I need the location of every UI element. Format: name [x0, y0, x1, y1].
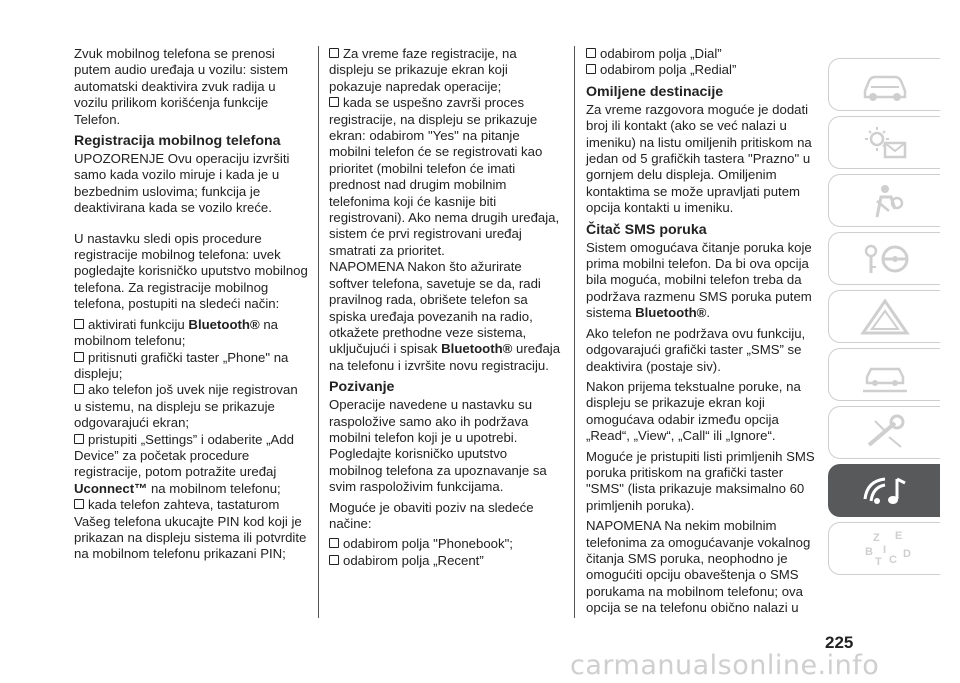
- tab-dashboard-lights[interactable]: [828, 116, 940, 169]
- tab-multimedia[interactable]: [828, 464, 940, 517]
- page-number: 225: [825, 633, 854, 652]
- list-item: odabirom polja "Phonebook";: [329, 536, 563, 552]
- multimedia-music-icon: [855, 469, 915, 513]
- calling-paragraph: Operacije navedene u nastavku su raspoložive samo ako ih podržava mobilni telefon koji je u upotrebi. Pogledajte korisničko uputstvo mobilnog telefona za upoznavanje sa svim raspoloživim funkcijama.: [329, 397, 547, 495]
- checkbox-bullet-icon: [74, 319, 84, 329]
- heading-calling: Pozivanje: [329, 379, 395, 396]
- airbag-seat-icon: [855, 179, 915, 223]
- svg-text:T: T: [874, 555, 882, 568]
- svg-text:B: B: [864, 545, 873, 558]
- list-item: odabirom polja „Dial”: [586, 46, 820, 62]
- checkbox-bullet-icon: [74, 499, 84, 509]
- list-item: kada se uspešno završi proces registracije, na displeju se prikazuje ekran: odabirom "Yes" na pitanje mobilni telefon će se registrovati kao prioritet (mobilni telefon će imati prednost nad drugim mobilnim telefonima koji će kasnije biti registrovani). Ako nema drugih uređaja, sistem će prvi registrovani uređaj smatrati za prioritet.: [329, 95, 560, 258]
- checkbox-bullet-icon: [586, 48, 596, 58]
- list-item: aktivirati funkciju Bluetooth® na mobilnom telefonu;: [74, 316, 279, 349]
- chapter-tabs: [828, 58, 940, 580]
- column-divider-1: [318, 46, 319, 618]
- checkbox-bullet-icon: [329, 538, 339, 548]
- checkbox-bullet-icon: [74, 352, 84, 362]
- tab-index[interactable]: [828, 522, 940, 575]
- svg-text:Z: Z: [872, 531, 880, 544]
- tab-emergency[interactable]: [828, 290, 940, 343]
- tab-driving[interactable]: [828, 232, 940, 285]
- svg-text:E: E: [894, 529, 902, 542]
- note-paragraph: NAPOMENA Nakon što ažurirate softver telefona, savetuje se da, radi pravilnog rada, obrišete telefon sa spiska uređaja povezanih na radio, otkažete prethodne veze sistema, uključujući i spisak Bluetooth® uređaja na telefonu i izvršite novu registraciju.: [329, 259, 561, 373]
- sms-receive-paragraph: Nakon prijema tekstualne poruke, na displeju se prikazuje ekran koji omogućava odabir između opcija „Read“, „View“, „Call“ ili „Ignore“.: [586, 378, 801, 444]
- sms-paragraph: Sistem omogućava čitanje poruka koje prima mobilni telefon. Da bi ova opcija bila moguća, mobilni telefon treba da podržava razmenu SMS poruka putem sistema Bluetooth®.: [586, 239, 812, 321]
- sms-unsupported-paragraph: Ako telefon ne podržava ovu funkciju, odgovarajući grafički taster „SMS” se deaktivira (postaje siv).: [586, 325, 806, 374]
- list-item: ako telefon još uvek nije registrovan u sistemu, na displeju se prikazuje odgovarajući ekran;: [74, 382, 298, 431]
- tab-specs[interactable]: [828, 406, 940, 459]
- warning-paragraph: UPOZORENJE Ovu operaciju izvršiti samo kada vozilo miruje i kada je u bezbednim uslovima; funkcija je deaktivirana kada se vozilo kreće.: [74, 151, 290, 216]
- heading-favorites: Omiljene destinacije: [586, 83, 724, 100]
- checkbox-bullet-icon: [74, 384, 84, 394]
- lift-car-icon: [855, 353, 915, 397]
- calling-methods-paragraph: Moguće je obaviti poziv na sledeće načine:: [329, 499, 534, 531]
- checkbox-bullet-icon: [329, 97, 339, 107]
- list-item: Za vreme faze registracije, na displeju se prikazuje ekran koji pokazuje napredak operacije;: [329, 46, 517, 94]
- tab-maintenance[interactable]: [828, 348, 940, 401]
- favorites-paragraph: Za vreme razgovora moguće je dodati broj ili kontakt (ako se već nalazi u imeniku) na listu omiljenih pritiskom na jedan od 5 grafičkih tastera "Prazno" u gornjem delu displeja. Omiljenim kontaktima se može upravljati putem opcija kontakti u imeniku.: [586, 101, 812, 216]
- list-item: odabirom polja „Recent”: [329, 553, 563, 569]
- svg-text:I: I: [882, 543, 886, 556]
- sun-envelope-icon: [855, 121, 915, 165]
- list-item: pristupiti „Settings” i odaberite „Add Device” za početak procedure registracije, potom potražite uređaj Uconnect™ na mobilnom telefonu;: [74, 431, 294, 496]
- checkbox-bullet-icon: [586, 64, 596, 74]
- column-3: [586, 46, 820, 621]
- heading-registration: Registracija mobilnog telefona: [74, 133, 281, 150]
- key-steering-wheel-icon: [855, 237, 915, 281]
- checkbox-bullet-icon: [74, 434, 84, 444]
- column-divider-2: [574, 46, 575, 618]
- sms-list-paragraph: Moguće je pristupiti listi primljenih SMS poruka pritiskom na grafički taster "SMS" (lista prikazuje maksimalno 60 primljenih poruka).: [586, 448, 815, 513]
- checkbox-bullet-icon: [329, 48, 339, 58]
- svg-text:C: C: [888, 553, 897, 566]
- svg-text:D: D: [902, 547, 911, 560]
- procedure-paragraph: U nastavku sledi opis procedure registracije mobilnog telefona: uvek pogledajte korisničko uputstvo mobilnog telefona. Za registracije mobilnog telefona, postupiti na sledeći način:: [74, 230, 308, 312]
- tab-vehicle[interactable]: [828, 58, 940, 111]
- list-item: kada telefon zahteva, tastaturom Vašeg telefona ukucajte PIN kod koji je prikazan na displeju sistema ili potvrdite na mobilnom telefonu prikazani PIN;: [74, 497, 307, 562]
- sms-note-paragraph: NAPOMENA Na nekim mobilnim telefonima za omogućavanje vokalnog čitanja SMS poruka, neophodno je omogućiti opciju obaveštenja o SMS porukama na mobilnom telefonu; ova opcija se na telefonu obično nalazi u: [586, 518, 811, 616]
- wrench-icon: [855, 411, 915, 455]
- column-1: [74, 46, 308, 563]
- list-item: odabirom polja „Redial”: [586, 62, 820, 78]
- heading-sms-reader: Čitač SMS poruka: [586, 221, 707, 238]
- column-2: [329, 46, 563, 569]
- index-letters-icon: [855, 527, 915, 571]
- checkbox-bullet-icon: [329, 555, 339, 565]
- list-item: pritisnuti grafički taster „Phone" na displeju;: [74, 349, 289, 381]
- tab-safety[interactable]: [828, 174, 940, 227]
- warning-triangle-icon: [855, 295, 915, 339]
- car-icon: [855, 63, 915, 107]
- watermark: carmanualsonline.info: [570, 650, 880, 681]
- intro-paragraph: Zvuk mobilnog telefona se prenosi putem audio uređaja u vozilu: sistem automatski deaktivira zvuk radija u vozilu prilikom korišćenja funkcije Telefon.: [74, 46, 289, 127]
